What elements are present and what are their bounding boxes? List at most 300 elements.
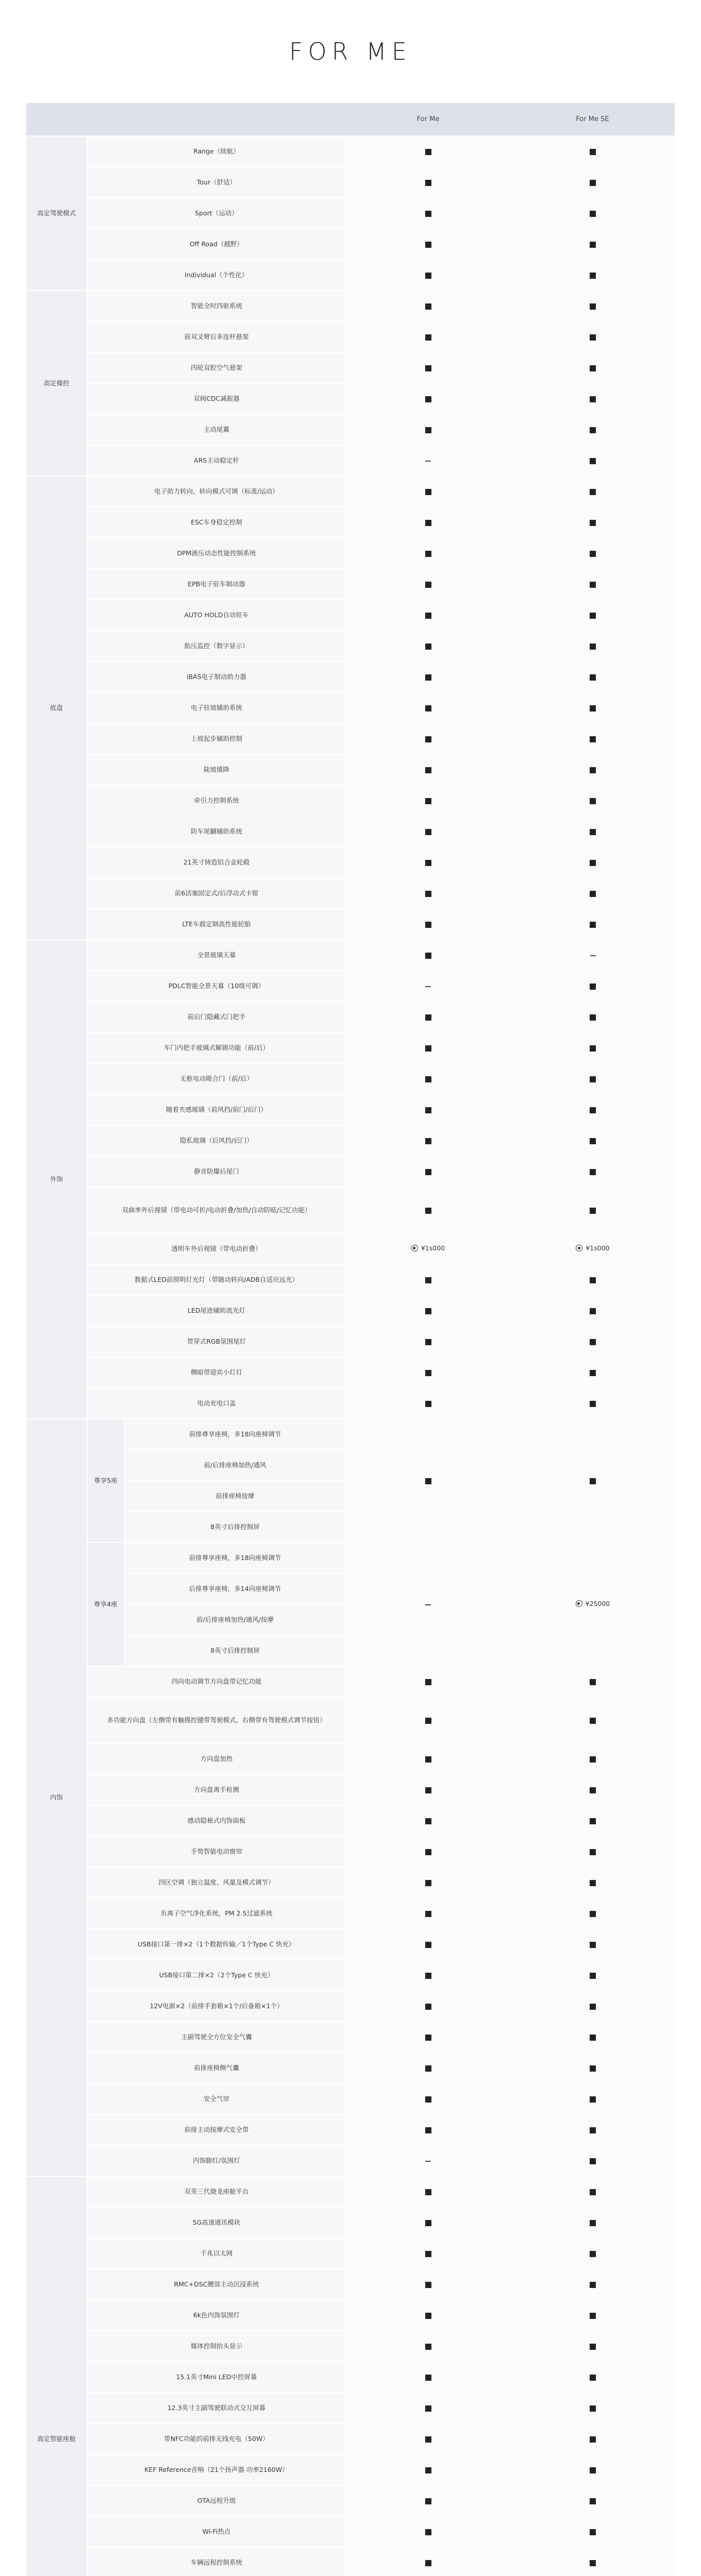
standard-square-icon (425, 2065, 431, 2072)
table-row (26, 1233, 675, 1264)
value-cell (346, 2022, 510, 2053)
standard-square-icon (425, 520, 431, 526)
value-cell (346, 2207, 510, 2238)
table-row (26, 167, 675, 198)
value-cell (510, 2300, 675, 2331)
table-row (26, 1187, 675, 1233)
value-cell (346, 2176, 510, 2207)
feature-cell: 双曲率外后视镜（带电动可折/电动折叠/加热/自动防眩/记忆功能） (87, 1187, 346, 1233)
feature-cell: 多功能方向盘（左侧带有触摸控键带驾驶模式，右侧带有驾驶模式调节按钮） (87, 1697, 346, 1743)
value-cell (346, 2238, 510, 2269)
value-cell (346, 940, 510, 971)
standard-square-icon (590, 2313, 596, 2319)
value-cell (510, 1697, 675, 1743)
standard-square-icon (425, 551, 431, 557)
optional-value (576, 1243, 609, 1253)
standard-square-icon (425, 2467, 431, 2473)
value-cell (510, 785, 675, 816)
standard-square-icon (590, 736, 596, 742)
value-cell (510, 1867, 675, 1898)
value-cell (510, 2114, 675, 2145)
feature-cell: LTE车载定制高性能轮胎 (87, 909, 346, 940)
value-cell (346, 971, 510, 1002)
feature-cell: 前排尊享座椅，多18向座椅调节 (124, 1543, 346, 1573)
feature-cell: 前双叉臂后多连杆悬架 (87, 321, 346, 352)
value-cell (510, 909, 675, 940)
standard-square-icon (590, 1107, 596, 1113)
standard-square-icon (425, 1138, 431, 1144)
value-cell (510, 2022, 675, 2053)
standard-square-icon (590, 613, 596, 619)
feature-cell: 随着夹感玻璃（前风挡/前门/后门） (87, 1094, 346, 1125)
standard-square-icon (590, 2035, 596, 2041)
table-row (26, 1032, 675, 1063)
table-row (26, 507, 675, 538)
table-row (26, 2454, 675, 2485)
value-cell (510, 1388, 675, 1419)
standard-square-icon (425, 705, 431, 711)
value-cell (346, 2300, 510, 2331)
value-cell (510, 291, 675, 321)
value-cell (510, 2547, 675, 2576)
value-cell (510, 847, 675, 878)
table-row (26, 1805, 675, 1836)
standard-square-icon (590, 1718, 596, 1724)
feature-cell: 前排座椅按摩 (124, 1481, 346, 1512)
standard-square-icon (425, 2282, 431, 2288)
value-cell (510, 723, 675, 754)
feature-cell: 前后门隐藏式门把手 (87, 1002, 346, 1032)
feature-cell: ARS主动稳定杆 (87, 445, 346, 476)
standard-square-icon (425, 922, 431, 928)
standard-square-icon (590, 365, 596, 371)
table-row (26, 971, 675, 1002)
table-row (26, 940, 675, 971)
table-row (26, 569, 675, 600)
value-cell (510, 1805, 675, 1836)
standard-square-icon (590, 705, 596, 711)
feature-cell: 手势智能电动窗帘 (87, 1836, 346, 1867)
value-cell (346, 1743, 510, 1774)
standard-square-icon (590, 1208, 596, 1214)
feature-cell: 带NFC功能的前排无线充电（50W） (87, 2424, 346, 2454)
value-cell (510, 1295, 675, 1326)
table-row (26, 2083, 675, 2114)
table-row (26, 1295, 675, 1326)
feature-cell: 方向盘离手检测 (87, 1774, 346, 1805)
value-cell (510, 1233, 675, 1264)
standard-square-icon (590, 2158, 596, 2164)
table-row (26, 1094, 675, 1125)
standard-square-icon (425, 1787, 431, 1793)
standard-square-icon (590, 1308, 596, 1314)
feature-cell: 前排尊享座椅，多18向座椅调节 (124, 1419, 346, 1450)
standard-square-icon (590, 242, 596, 248)
value-cell (510, 414, 675, 445)
feature-cell: Wi-Fi热点 (87, 2516, 346, 2547)
feature-cell: 贯穿式RGB氛围尾灯 (87, 1326, 346, 1357)
value-cell (346, 1867, 510, 1898)
standard-square-icon (590, 334, 596, 341)
standard-square-icon (590, 427, 596, 433)
table-row (26, 321, 675, 352)
standard-square-icon (425, 427, 431, 433)
value-cell (346, 1697, 510, 1743)
table-row (26, 1002, 675, 1032)
value-cell (346, 538, 510, 569)
feature-cell: 21英寸铸造铝合金轮毂 (87, 847, 346, 878)
category-cell: 外饰 (26, 940, 87, 1419)
standard-square-icon (590, 643, 596, 650)
table-row (26, 291, 675, 321)
optional-value (576, 1598, 610, 1609)
feature-cell: 媒体控制抬头显示 (87, 2331, 346, 2362)
feature-cell: 四轮双腔空气悬架 (87, 352, 346, 383)
standard-square-icon (425, 2251, 431, 2257)
standard-square-icon (590, 1756, 596, 1762)
standard-square-icon (425, 1478, 431, 1484)
standard-square-icon (590, 1169, 596, 1175)
brand-logo: FOR ME (289, 38, 412, 65)
value-cell (510, 1125, 675, 1156)
standard-square-icon (425, 2529, 431, 2535)
value-cell (346, 1991, 510, 2022)
value-cell (346, 723, 510, 754)
standard-square-icon (590, 303, 596, 310)
table-row (26, 229, 675, 260)
standard-square-icon (590, 458, 596, 464)
table-row (26, 1326, 675, 1357)
feature-cell: 透明车外后视镜（带电动折叠） (87, 1233, 346, 1264)
table-row (26, 662, 675, 692)
value-cell (510, 538, 675, 569)
value-cell (510, 1002, 675, 1032)
header-feature-col (26, 103, 346, 136)
value-cell (510, 1032, 675, 1063)
table-row (26, 723, 675, 754)
value-cell (346, 291, 510, 321)
table-row (26, 600, 675, 631)
value-cell (510, 1929, 675, 1960)
feature-cell: 前/后排座椅加热/通风 (124, 1450, 346, 1481)
value-cell (346, 1326, 510, 1357)
value-cell (346, 1774, 510, 1805)
value-cell (510, 352, 675, 383)
standard-square-icon (425, 1942, 431, 1948)
standard-square-icon (590, 1849, 596, 1855)
feature-cell: 8英寸后排控制屏 (124, 1635, 346, 1666)
feature-cell: Tour（舒适） (87, 167, 346, 198)
table-row (26, 2053, 675, 2083)
standard-square-icon (590, 922, 596, 928)
standard-square-icon (590, 2004, 596, 2010)
value-cell (510, 1960, 675, 1991)
table-row (26, 198, 675, 229)
standard-square-icon (590, 891, 596, 897)
standard-square-icon (425, 303, 431, 310)
table-row (26, 847, 675, 878)
standard-square-icon (590, 489, 596, 495)
standard-square-icon (425, 767, 431, 773)
standard-square-icon (590, 1787, 596, 1793)
seat-package-cell: 尊享5座 (87, 1419, 124, 1543)
table-row (26, 1543, 675, 1573)
standard-square-icon (425, 1107, 431, 1113)
standard-square-icon (425, 396, 431, 402)
standard-square-icon (425, 1849, 431, 1855)
feature-cell: 上坡起步辅助控制 (87, 723, 346, 754)
feature-cell: KEF Reference音响（21个扬声器 功率2160W） (87, 2454, 346, 2485)
standard-square-icon (590, 520, 596, 526)
feature-cell: 防车尾翻辅助系统 (87, 816, 346, 847)
feature-cell: 负离子空气净化系统，PM 2.5过滤系统 (87, 1898, 346, 1929)
standard-square-icon (590, 2251, 596, 2257)
feature-cell: 电子助力转向，转向模式可调（标准/运动） (87, 476, 346, 507)
value-cell (510, 2269, 675, 2300)
value-cell (510, 2053, 675, 2083)
table-row (26, 2238, 675, 2269)
value-cell (510, 2424, 675, 2454)
value-cell (510, 692, 675, 723)
value-cell (346, 1898, 510, 1929)
table-row (26, 816, 675, 847)
standard-square-icon (425, 365, 431, 371)
feature-cell: ESC车身稳定控制 (87, 507, 346, 538)
table-row (26, 631, 675, 662)
feature-cell: 12.3英寸主副驾驶联动式交互屏幕 (87, 2393, 346, 2424)
standard-square-icon (590, 2189, 596, 2195)
value-cell (346, 1295, 510, 1326)
standard-square-icon (590, 149, 596, 155)
feature-cell: 千兆以太网 (87, 2238, 346, 2269)
standard-square-icon (425, 1208, 431, 1214)
seat-package-cell: 尊享4座 (87, 1543, 124, 1666)
feature-cell: 感动隐秘式内饰面板 (87, 1805, 346, 1836)
value-cell (346, 692, 510, 723)
value-cell (510, 878, 675, 909)
standard-square-icon (590, 829, 596, 835)
standard-square-icon (590, 2220, 596, 2226)
option-price: ¥1s000 (421, 1244, 445, 1252)
feature-cell: 安全气帘 (87, 2083, 346, 2114)
category-cell: 高定操控 (26, 291, 87, 476)
value-cell (510, 1774, 675, 1805)
table-row (26, 2393, 675, 2424)
value-cell (510, 1357, 675, 1388)
feature-cell: 电子驻坡辅助系统 (87, 692, 346, 723)
none-dash-icon (425, 986, 431, 987)
value-cell (346, 136, 510, 167)
value-cell (346, 1388, 510, 1419)
table-row (26, 2022, 675, 2053)
standard-square-icon (425, 1339, 431, 1345)
value-cell (346, 600, 510, 631)
standard-square-icon (590, 396, 596, 402)
feature-cell: Range（续航） (87, 136, 346, 167)
value-cell (510, 1419, 675, 1543)
table-row (26, 383, 675, 414)
value-cell (346, 414, 510, 445)
standard-square-icon (425, 1370, 431, 1376)
standard-square-icon (425, 2189, 431, 2195)
standard-square-icon (590, 551, 596, 557)
standard-square-icon (425, 2313, 431, 2319)
standard-square-icon (425, 582, 431, 588)
value-cell (346, 878, 510, 909)
value-cell (510, 2393, 675, 2424)
value-cell (510, 1063, 675, 1094)
standard-square-icon (425, 2127, 431, 2133)
value-cell (346, 1357, 510, 1388)
standard-square-icon (425, 489, 431, 495)
standard-square-icon (425, 1277, 431, 1283)
value-cell (510, 631, 675, 662)
value-cell (510, 1743, 675, 1774)
value-cell (346, 2331, 510, 2362)
standard-square-icon (425, 736, 431, 742)
value-cell (510, 1156, 675, 1187)
standard-square-icon (425, 1169, 431, 1175)
value-cell (346, 2393, 510, 2424)
standard-square-icon (425, 2560, 431, 2566)
value-cell (346, 847, 510, 878)
standard-square-icon (590, 2375, 596, 2381)
standard-square-icon (590, 1045, 596, 1052)
category-cell: 底盘 (26, 476, 87, 940)
feature-cell: OTA远程升级 (87, 2485, 346, 2516)
feature-cell: 15.1英寸Mini LED中控屏幕 (87, 2362, 346, 2393)
value-cell (346, 816, 510, 847)
standard-square-icon (590, 1339, 596, 1345)
value-cell (510, 2176, 675, 2207)
table-row (26, 692, 675, 723)
value-cell (510, 940, 675, 971)
value-cell (510, 198, 675, 229)
standard-square-icon (590, 1014, 596, 1021)
table-row (26, 1419, 675, 1450)
standard-square-icon (425, 2344, 431, 2350)
value-cell (510, 1264, 675, 1295)
standard-square-icon (590, 1138, 596, 1144)
feature-cell: Off Road（越野） (87, 229, 346, 260)
value-cell (346, 2145, 510, 2176)
category-cell: 高定智能座舱 (26, 2176, 87, 2576)
optional-circle-icon (411, 1245, 418, 1251)
standard-square-icon (425, 860, 431, 866)
standard-square-icon (425, 2436, 431, 2443)
value-cell (346, 1156, 510, 1187)
standard-square-icon (590, 2529, 596, 2535)
standard-square-icon (425, 1045, 431, 1052)
optional-value (411, 1243, 445, 1253)
value-cell (510, 2207, 675, 2238)
option-price: ¥25000 (585, 1600, 610, 1608)
value-cell (510, 1326, 675, 1357)
feature-cell: 12V电源×2（前排手套箱×1个/后备箱×1个） (87, 1991, 346, 2022)
table-row (26, 2176, 675, 2207)
value-cell (346, 569, 510, 600)
value-cell (510, 136, 675, 167)
value-cell (510, 1991, 675, 2022)
feature-cell: 车门内把手玻璃式解锁功能（前/后） (87, 1032, 346, 1063)
standard-square-icon (590, 2467, 596, 2473)
logo-area (26, 0, 675, 103)
table-row (26, 260, 675, 291)
table-row (26, 1156, 675, 1187)
feature-cell: 智能全时四驱系统 (87, 291, 346, 321)
feature-cell: 四区空调（独立温度、风量及模式调节） (87, 1867, 346, 1898)
value-cell (346, 445, 510, 476)
standard-square-icon (425, 1756, 431, 1762)
feature-cell: 电动充电口盖 (87, 1388, 346, 1419)
table-body (26, 136, 675, 2576)
standard-square-icon (425, 180, 431, 186)
value-cell (346, 1002, 510, 1032)
standard-square-icon (425, 2498, 431, 2504)
standard-square-icon (590, 798, 596, 804)
standard-square-icon (590, 767, 596, 773)
feature-cell: USB接口第二排×2（2个Type C 快充） (87, 1960, 346, 1991)
value-cell (510, 816, 675, 847)
table-row (26, 1991, 675, 2022)
standard-square-icon (425, 242, 431, 248)
standard-square-icon (590, 1911, 596, 1917)
value-cell (346, 2454, 510, 2485)
feature-cell: 方向盘加热 (87, 1743, 346, 1774)
standard-square-icon (425, 273, 431, 279)
table-row (26, 1743, 675, 1774)
optional-circle-icon (576, 1245, 582, 1251)
table-row (26, 2362, 675, 2393)
value-cell (510, 2331, 675, 2362)
feature-cell: EPB电子驻车制动器 (87, 569, 346, 600)
value-cell (510, 2485, 675, 2516)
value-cell (510, 229, 675, 260)
table-row (26, 1697, 675, 1743)
standard-square-icon (590, 2560, 596, 2566)
value-cell (346, 1419, 510, 1543)
value-cell (346, 1836, 510, 1867)
header-variant-1: For Me (346, 103, 510, 136)
standard-square-icon (590, 1370, 596, 1376)
feature-cell: 前6活塞固定式/后浮动式卡钳 (87, 878, 346, 909)
table-row (26, 1867, 675, 1898)
table-row (26, 2331, 675, 2362)
feature-cell: 牵引力控制系统 (87, 785, 346, 816)
table-row (26, 352, 675, 383)
standard-square-icon (590, 984, 596, 990)
standard-square-icon (590, 860, 596, 866)
table-row (26, 1357, 675, 1388)
option-price: ¥1s000 (586, 1244, 610, 1252)
value-cell (346, 1264, 510, 1295)
standard-square-icon (590, 211, 596, 217)
value-cell (346, 352, 510, 383)
standard-square-icon (590, 674, 596, 681)
standard-square-icon (590, 1880, 596, 1886)
feature-cell: 静音防爆后尾门 (87, 1156, 346, 1187)
feature-cell: 陡坡缓降 (87, 754, 346, 785)
standard-square-icon (590, 2498, 596, 2504)
table-row (26, 2485, 675, 2516)
table-row (26, 878, 675, 909)
feature-cell: 无框电动吸合门（前/后） (87, 1063, 346, 1094)
value-cell (510, 1094, 675, 1125)
standard-square-icon (590, 1973, 596, 1979)
table-row (26, 2424, 675, 2454)
table-row (26, 538, 675, 569)
standard-square-icon (425, 2096, 431, 2103)
